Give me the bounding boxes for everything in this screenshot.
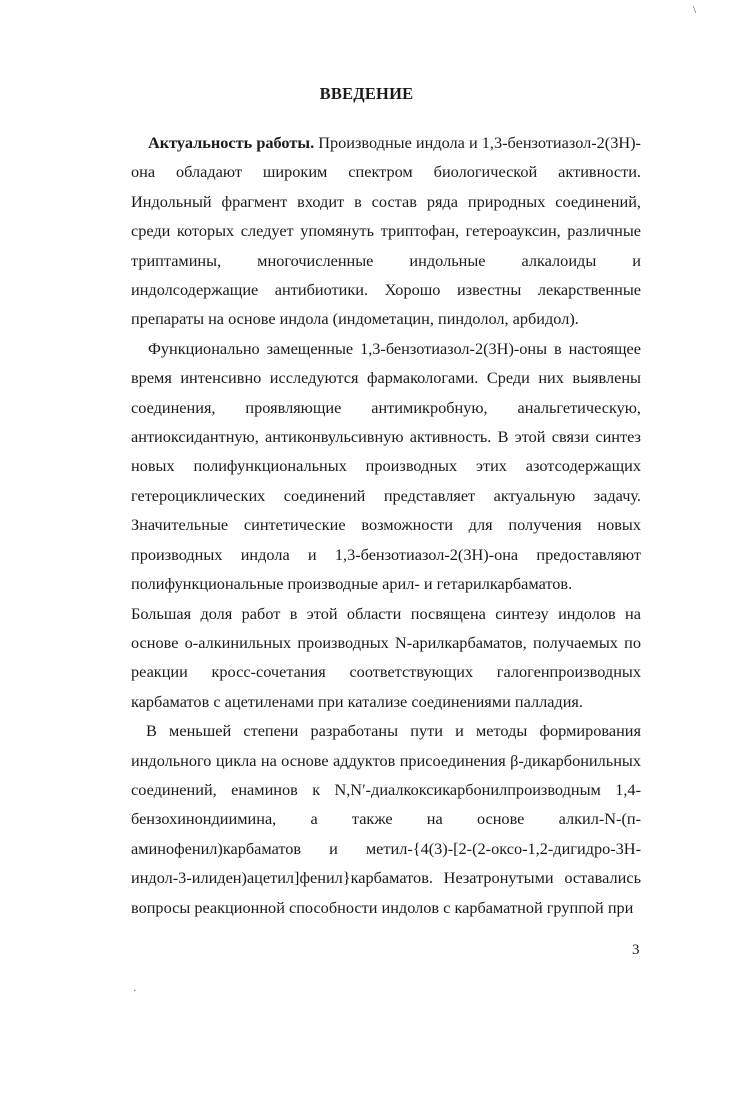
paragraph-indole-cycle: В меньшей степени разработаны пути и методы формирования индольного цикла на основе аддуктов присоединения β-дикарбонильных соединений, енаминов к N,N′-диалкоксикарбонилпроизводным 1,4-бензохинондиимина, а также на основе алкил-N-(п-аминофенил)карбаматов и метил-{4(3)-[2-(2-оксо-1,2-дигидро-3H-индол-3-илиден)ацетил]фенил}карбаматов. Незатронутыми оставались вопросы реакционной способности индолов с карбаматной группой при <box>131 721 641 917</box>
paragraph-lead: Актуальность работы. <box>148 133 315 152</box>
page-number: 3 <box>632 942 640 958</box>
paragraph-text: Производные индола и 1,3-бензотиазол-2(3H)-она обладают широким спектром биологической активности. Индольный фрагмент входит в состав ряда природных соединений, среди которых следует упомянуть триптофан, гетероауксин, различные триптамины, многочисленные индольные алкалоиды и индолсодержащие антибиотики. Хорошо известны лекарственные препараты на основе индола (индометацин, пиндолол, арбидол). <box>131 133 641 329</box>
paragraph-benzothiazolones: Функционально замещенные 1,3-бензотиазол-2(3H)-оны в настоящее время интенсивно исследуются фармакологами. Среди них выявлены соединения, проявляющие антимикробную, анальгетическую, антиоксидантную, антиконвульсивную активность. В этой связи синтез новых полифункциональных производных этих азотсодержащих гетероциклических соединений представляет актуальную задачу. Значительные синтетические возможности для получения новых производных индола и 1,3-бензотиазол-2(3H)-она предоставляют полифункциональные производные арил- и гетарилкарбаматов. <box>131 338 641 594</box>
body-text <box>131 128 641 922</box>
corner-mark: \ <box>693 4 697 16</box>
paragraph-relevance <box>131 128 641 334</box>
paragraph-indole-synthesis: Большая доля работ в этой области посвящена синтезу индолов на основе o-алкинильных производных N-арилкарбаматов, получаемых по реакции кросс-сочетания соответствующих галогенпроизводных карбаматов с ацетиленами при катализе соединениями палладия. <box>131 603 641 711</box>
page-title: ВВЕДЕНИЕ <box>319 84 414 103</box>
bottom-mark: · <box>133 985 137 997</box>
